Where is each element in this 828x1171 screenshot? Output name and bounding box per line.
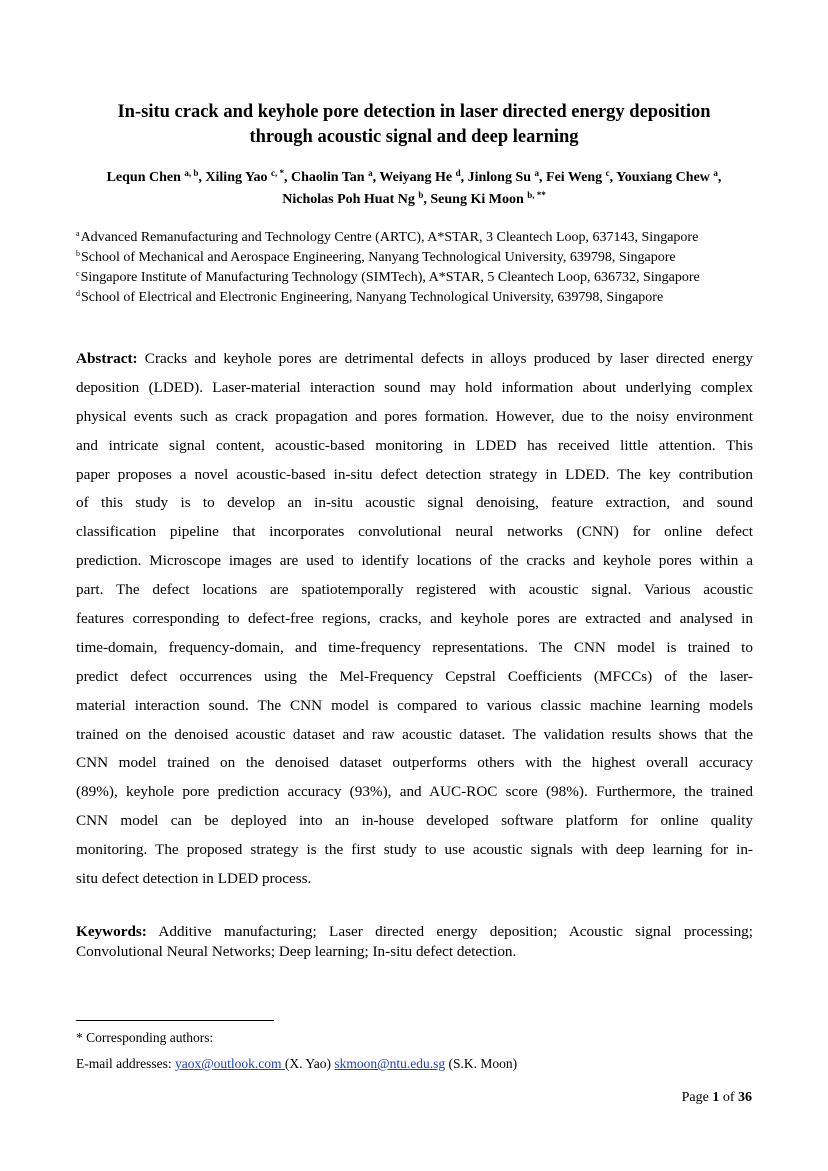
author-name: Jinlong Su <box>467 170 532 185</box>
author-affil-mark: a <box>534 168 540 178</box>
paper-title <box>76 100 752 150</box>
footnote-divider <box>76 1020 274 1021</box>
affiliation-text: Singapore Institute of Manufacturing Technology (SIMTech), A*STAR, 5 Cleantech Loop, 636732, Singapore <box>80 270 700 285</box>
author-name: Fei Weng <box>546 170 603 185</box>
keywords-line: Convolutional Neural Networks; Deep learning; In-situ defect detection. <box>76 943 517 960</box>
page-current: 1 <box>712 1090 720 1105</box>
abstract-line: CNN model can be deployed into an in-house developed software platform for online quality <box>76 812 753 830</box>
author-affil-mark: b, ** <box>527 190 546 200</box>
title-line-1: In-situ crack and keyhole pore detection in laser directed energy deposition <box>117 102 711 122</box>
email-addresses <box>76 1055 517 1073</box>
abstract-line: situ defect detection in LDED process. <box>76 870 312 888</box>
abstract-text: Cracks and keyhole pores are detrimental defects in alloys produced by laser directed energy <box>137 350 753 367</box>
abstract-line <box>76 345 753 374</box>
author-separator: , <box>284 170 292 185</box>
title-line-2: through acoustic signal and deep learning <box>249 127 579 147</box>
author-affil-mark: b <box>418 190 424 200</box>
author-separator: , <box>609 170 617 185</box>
author-list <box>60 167 768 211</box>
author-separator: , <box>539 170 547 185</box>
affiliation-text: Advanced Remanufacturing and Technology Centre (ARTC), A*STAR, 3 Cleantech Loop, 637143, Singapore <box>80 230 699 245</box>
abstract-line: deposition (LDED). Laser-material interaction sound may hold information about underlying complex <box>76 378 753 396</box>
abstract-line: CNN model trained on the denoised dataset outperforms others with the highest overall accuracy <box>76 754 753 772</box>
affiliation-text: School of Electrical and Electronic Engineering, Nanyang Technological University, 639798, Singapore <box>81 290 664 305</box>
keywords <box>76 922 753 962</box>
abstract-line: (89%), keyhole pore prediction accuracy (93%), and AUC-ROC score (98%). Furthermore, the trained <box>76 783 753 801</box>
author-name: Nicholas Poh Huat Ng <box>282 192 415 207</box>
abstract-line: and intricate signal content, acoustic-based monitoring in LDED has received little attention. This <box>76 436 753 454</box>
author-name: Chaolin Tan <box>291 170 365 185</box>
abstract-line: monitoring. The proposed strategy is the first study to use acoustic signals with deep learning for in- <box>76 841 753 859</box>
author-affil-mark: d <box>455 168 461 178</box>
abstract-line: material interaction sound. The CNN model is compared to various classic machine learning models <box>76 696 753 714</box>
author-name: Weiyang He <box>379 170 453 185</box>
affiliation-item <box>76 248 766 268</box>
keywords-line <box>76 922 753 942</box>
affiliation-mark: c <box>76 269 80 278</box>
author-separator: , <box>372 170 380 185</box>
abstract-line: physical events such as crack propagation and pores formation. However, due to the noisy environment <box>76 407 753 425</box>
page-prefix: Page <box>681 1090 713 1105</box>
author-separator: , <box>460 170 468 185</box>
author-separator: , <box>198 170 206 185</box>
email-link-yao[interactable]: yaox@outlook.com <box>174 1056 285 1071</box>
abstract-line: predict defect occurrences using the Mel-Frequency Cepstral Coefficients (MFCCs) of the laser- <box>76 667 753 685</box>
abstract-line: features corresponding to defect-free regions, cracks, and keyhole pores are extracted and analysed in <box>76 610 753 628</box>
author-separator: , <box>717 170 722 185</box>
abstract-line: part. The defect locations are spatiotemporally registered with acoustic signal. Various acoustic <box>76 581 753 599</box>
abstract-line: paper proposes a novel acoustic-based in-situ defect detection strategy in LDED. The key contribution <box>76 465 753 483</box>
keywords-label: Keywords: <box>76 923 147 940</box>
abstract-line: time-domain, frequency-domain, and time-frequency representations. The CNN model is trained to <box>76 638 753 656</box>
author-affil-mark: c, * <box>271 168 285 178</box>
page-total: 36 <box>738 1090 752 1105</box>
email-link-moon[interactable]: skmoon@ntu.edu.sg <box>334 1056 446 1071</box>
abstract-line: prediction. Microscope images are used to identify locations of the cracks and keyhole pores within a <box>76 552 753 570</box>
author-name: Xiling Yao <box>205 170 268 185</box>
abstract-line: trained on the denoised acoustic dataset and raw acoustic dataset. The validation results shows that the <box>76 725 753 743</box>
author-affil-mark: c <box>605 168 610 178</box>
affiliation-list <box>76 228 766 308</box>
abstract-label: Abstract: <box>76 350 138 367</box>
author-separator: , <box>423 192 431 207</box>
author-affil-mark: a, b <box>184 168 199 178</box>
author-name: Youxiang Chew <box>616 170 710 185</box>
affiliation-text: School of Mechanical and Aerospace Engineering, Nanyang Technological University, 639798, Singapore <box>81 250 676 265</box>
author-affil-mark: a <box>713 168 718 178</box>
page-of: of <box>719 1090 738 1105</box>
email-label: E-mail addresses: <box>76 1056 175 1071</box>
email-owner: (S.K. Moon) <box>445 1056 518 1071</box>
affiliation-item <box>76 228 766 248</box>
affiliation-item <box>76 268 766 288</box>
keywords-text: Additive manufacturing; Laser directed energy deposition; Acoustic signal processing; <box>146 923 753 940</box>
abstract <box>76 345 753 894</box>
affiliation-item <box>76 288 766 308</box>
author-name: Seung Ki Moon <box>430 192 524 207</box>
author-affil-mark: a <box>368 168 373 178</box>
affiliation-mark: a <box>76 229 80 238</box>
author-line-1 <box>60 167 768 189</box>
abstract-line: of this study is to develop an in-situ acoustic signal denoising, feature extraction, and sound <box>76 494 753 512</box>
abstract-line: classification pipeline that incorporates convolutional neural networks (CNN) for online defect <box>76 523 753 541</box>
page-number <box>682 1089 752 1107</box>
author-name: Lequn Chen <box>106 170 181 185</box>
affiliation-mark: d <box>76 289 80 298</box>
author-line-2 <box>60 189 768 211</box>
email-owner: (X. Yao) <box>284 1056 335 1071</box>
corresponding-author-note: * Corresponding authors: <box>76 1030 214 1045</box>
affiliation-mark: b <box>76 249 80 258</box>
